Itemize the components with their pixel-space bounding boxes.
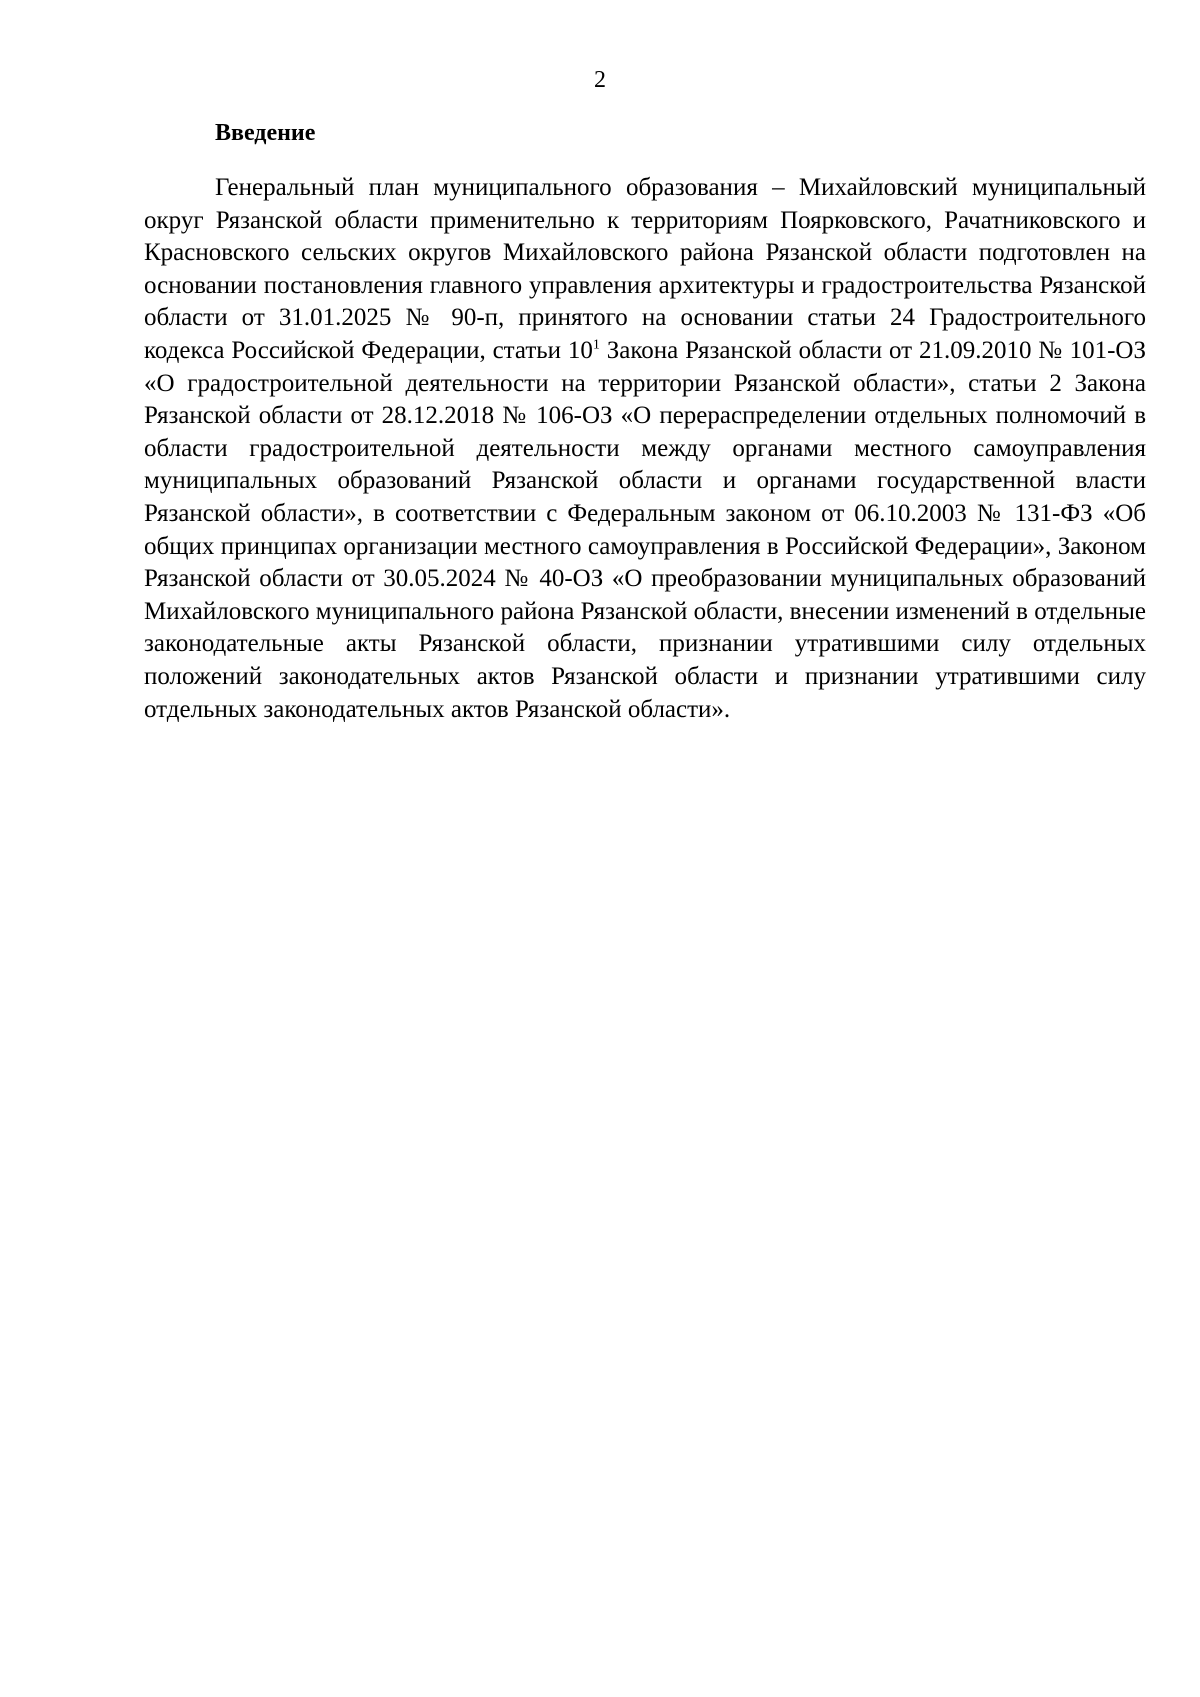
paragraph-text-part-1: Генеральный план муниципального образования – Михайловский муниципальный округ Рязанской области применительно к территориям Поярковского, Рачатниковского и Красновского сельских округов Михайловского района Рязанской области подготовлен на основании постановления главного управления архитектуры и градостроительства Рязанской области от 31.01.2025 № 90-п, принятого на основании статьи 24 Градостроительного кодекса Российской Федерации, статьи 10 [144,174,1146,364]
section-heading: Введение [215,120,316,146]
body-paragraph [144,172,1146,726]
paragraph-text-part-2: Закона Рязанской области от 21.09.2010 № 101-ОЗ «О градостроительной деятельности на территории Рязанской области», статьи 2 Закона Рязанской области от 28.12.2018 № 106-ОЗ «О перераспределении отдельных полномочий в области градостроительной деятельности между органами местного самоуправления муниципальных образований Рязанской области и органами государственной власти Рязанской области», в соответствии с Федеральным законом от 06.10.2003 № 131-ФЗ «Об общих принципах организации местного самоуправления в Российской Федерации», Законом Рязанской области от 30.05.2024 № 40-ОЗ «О преобразовании муниципальных образований Михайловского муниципального района Рязанской области, внесении изменений в отдельные законодательные акты Рязанской области, признании утратившими силу отдельных положений законодательных актов Рязанской области и признании утратившими силу отдельных законодательных актов Рязанской области». [144,336,1147,723]
page-number: 2 [594,67,606,93]
article-superscript: 1 [592,337,600,353]
